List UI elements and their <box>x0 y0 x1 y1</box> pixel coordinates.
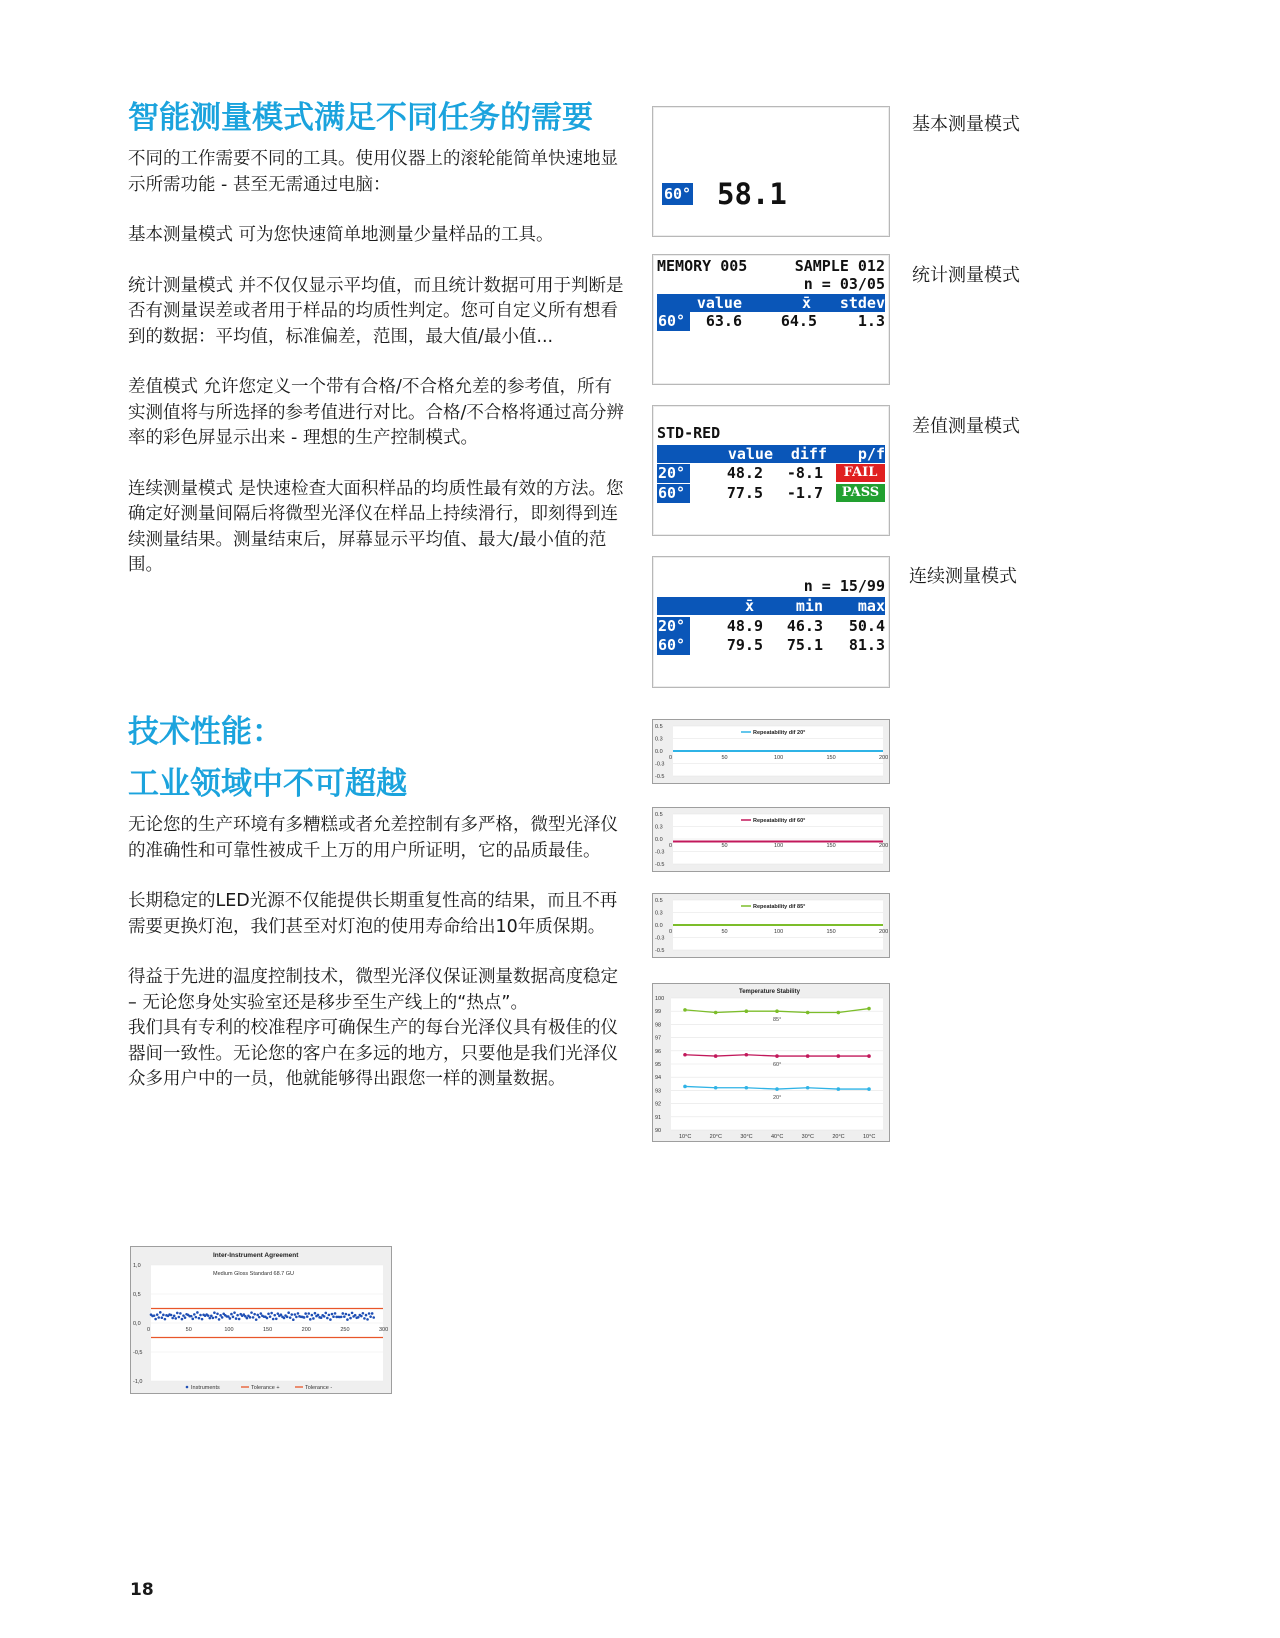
instrument-point <box>341 1312 344 1315</box>
instrument-point <box>354 1314 357 1317</box>
header-diff: diff <box>790 445 827 463</box>
cell-stdev: 1.3 <box>857 312 885 330</box>
legend-marker <box>186 1386 189 1389</box>
instrument-point <box>258 1316 261 1319</box>
y-tick-label: -1,0 <box>133 1379 143 1385</box>
instrument-point <box>366 1318 369 1321</box>
angle-label: 20° <box>657 617 690 636</box>
x-tick-label: 150 <box>826 929 836 935</box>
y-tick-label: 90 <box>655 1128 662 1134</box>
y-tick-label: 0,0 <box>133 1321 141 1327</box>
y-tick-label: 97 <box>655 1035 662 1042</box>
data-point <box>837 1054 841 1058</box>
led-paragraph: 长期稳定的LED光源不仅能提供长期重复性高的结果，而且不再需要更换灯泡，我们甚至对灯泡的使用寿命给出10年质保期。 <box>128 891 618 937</box>
instrument-point <box>196 1311 199 1314</box>
instrument-point <box>360 1315 363 1318</box>
instrument-point <box>207 1314 210 1317</box>
angle-label: 60° <box>657 312 690 331</box>
x-tick-label: 50 <box>185 1327 192 1333</box>
difference-mode-paragraph: 差值模式 允许您定义一个带有合格/不合格允差的参考值，所有实测值将与所选择的参考值进行对比。合格/不合格将通过高分辨率的彩色屏显示出来 - 理想的生产控制模式。 <box>128 377 624 448</box>
instrument-point <box>156 1313 159 1316</box>
angle-label: 60° <box>657 636 690 655</box>
chart-title: Repeatability dif 20° <box>753 730 806 736</box>
instrument-point <box>260 1312 263 1315</box>
cell-min: 46.3 <box>786 617 823 635</box>
cell-value: 63.6 <box>705 312 742 330</box>
y-tick-label: 99 <box>655 1009 662 1016</box>
y-tick-label: -0.3 <box>655 849 665 856</box>
instrument-point <box>368 1312 371 1315</box>
instrument-point <box>334 1312 337 1315</box>
instrument-point <box>218 1318 221 1321</box>
instrument-point <box>270 1312 273 1315</box>
continuous-header-row <box>657 597 885 615</box>
basic-angle-badge: 60° <box>663 185 692 203</box>
x-tick-label: 20°C <box>832 1134 845 1140</box>
y-tick-label: 1,0 <box>133 1263 141 1269</box>
instrument-point <box>171 1317 174 1320</box>
instrument-point <box>229 1317 232 1320</box>
data-point <box>745 1086 749 1090</box>
cell-value: 48.2 <box>726 464 763 482</box>
y-tick-label: 96 <box>655 1048 662 1055</box>
instrument-point <box>255 1318 258 1321</box>
series-label: 20° <box>773 1095 782 1102</box>
instrument-point <box>266 1317 269 1320</box>
x-tick-label: 150 <box>826 755 836 761</box>
x-tick-label: 0 <box>147 1327 151 1333</box>
instrument-point <box>273 1314 276 1317</box>
instrument-point <box>216 1312 219 1315</box>
modes-description <box>128 147 628 579</box>
data-point <box>775 1054 779 1058</box>
instrument-point <box>267 1312 270 1315</box>
y-tick-label: 95 <box>655 1062 662 1068</box>
data-point <box>806 1011 810 1015</box>
x-tick-label: 100 <box>774 755 784 761</box>
temperature-stability-plot <box>653 984 889 1141</box>
instrument-point <box>199 1314 202 1317</box>
instrument-point <box>184 1316 187 1319</box>
instrument-point <box>173 1315 176 1318</box>
instrument-point <box>164 1318 167 1321</box>
header-max: max <box>857 597 885 615</box>
instrument-point <box>326 1317 329 1320</box>
instrument-point <box>269 1315 272 1318</box>
x-tick-label: 100 <box>224 1327 234 1333</box>
basic-value: 58.1 <box>717 177 787 211</box>
instrument-point <box>323 1315 326 1318</box>
instrument-point <box>235 1317 238 1320</box>
x-tick-label: 40°C <box>771 1134 784 1140</box>
data-point <box>683 1053 687 1057</box>
instrument-point <box>287 1311 290 1314</box>
instrument-point <box>303 1316 306 1319</box>
x-tick-label: 30°C <box>740 1134 753 1140</box>
instrument-point <box>314 1312 317 1315</box>
instrument-point <box>191 1318 194 1321</box>
cell-mean: 79.5 <box>726 636 763 654</box>
repeatability-60-plot <box>653 808 889 871</box>
x-tick-label: 150 <box>263 1327 273 1333</box>
y-tick-label: 0.0 <box>655 749 663 755</box>
cell-mean: 64.5 <box>780 312 817 330</box>
header-value: value <box>727 445 773 463</box>
instrument-point <box>286 1316 289 1319</box>
instrument-point <box>295 1316 298 1319</box>
instrument-point <box>246 1317 249 1320</box>
cell-mean: 48.9 <box>726 617 763 635</box>
instrument-point <box>320 1316 323 1319</box>
x-tick-label: 50 <box>721 929 728 935</box>
instrument-point <box>153 1314 156 1317</box>
data-point <box>867 1054 871 1058</box>
reliability-paragraph: 无论您的生产环境有多糟糕或者允差控制有多严格，微型光泽仪的准确性和可靠性被成千上万的用户所证明，它的品质最佳。 <box>128 815 618 861</box>
instrument-point <box>363 1317 366 1320</box>
angle-label: 60° <box>657 484 690 503</box>
x-tick-label: 0 <box>669 929 673 935</box>
difference-header-row <box>657 445 885 463</box>
performance-description <box>128 813 628 1093</box>
sample-label: SAMPLE 012 <box>794 257 885 275</box>
data-point <box>806 1054 810 1058</box>
instrument-point <box>221 1316 224 1319</box>
instrument-point <box>304 1312 307 1315</box>
instrument-point <box>290 1313 293 1316</box>
header-min: min <box>795 597 823 615</box>
header-stdev: stdev <box>839 294 885 312</box>
section-heading-performance: 技术性能： <box>128 714 283 750</box>
y-tick-label: 0.5 <box>655 812 663 818</box>
instrument-point <box>272 1318 275 1321</box>
chart-title: Repeatability dif 60° <box>753 818 806 824</box>
instrument-point <box>331 1313 334 1316</box>
y-tick-label: 0.5 <box>655 724 663 730</box>
section-heading-modes: 智能测量模式满足不同任务的需要 <box>128 100 593 136</box>
data-point <box>714 1054 718 1058</box>
x-tick-label: 20°C <box>709 1134 722 1140</box>
instrument-point <box>317 1314 320 1317</box>
page-number: 18 <box>130 1580 154 1600</box>
x-tick-label: 250 <box>340 1327 350 1333</box>
instrument-point <box>179 1312 182 1315</box>
y-tick-label: 0.0 <box>655 923 663 929</box>
y-tick-label: 100 <box>655 996 665 1002</box>
instrument-point <box>181 1318 184 1321</box>
y-tick-label: 92 <box>655 1101 662 1108</box>
continuous-row <box>657 636 885 654</box>
instrument-point <box>182 1314 185 1317</box>
data-point <box>806 1086 810 1090</box>
instrument-point <box>357 1316 360 1319</box>
instrument-point <box>190 1315 193 1318</box>
statistics-mode-paragraph: 统计测量模式 并不仅仅显示平均值，而且统计数据可用于判断是否有测量误差或者用于样品的均质性判定。您可自定义所有想看到的数据：平均值，标准偏差，范围，最大值/最小值... <box>128 275 624 347</box>
measurement-count: n = 15/99 <box>803 577 885 595</box>
instrument-point <box>275 1317 278 1320</box>
instrument-point <box>176 1312 179 1315</box>
instrument-point <box>365 1314 368 1317</box>
header-pass-fail: p/f <box>857 445 885 463</box>
chart-title: Inter-Instrument Agreement <box>213 1252 299 1259</box>
instrument-point <box>213 1311 216 1314</box>
inter-instrument-plot <box>131 1247 391 1393</box>
instrument-point <box>294 1313 297 1316</box>
header-value: value <box>696 294 742 312</box>
data-point <box>867 1087 871 1091</box>
difference-mode-label: 差值测量模式 <box>912 416 1020 437</box>
temperature-stability-chart <box>652 983 890 1142</box>
instrument-point <box>161 1316 164 1319</box>
instrument-point <box>201 1318 204 1321</box>
instrument-point <box>324 1312 327 1315</box>
instrument-point <box>297 1312 300 1315</box>
instrument-point <box>170 1314 173 1317</box>
x-tick-label: 10°C <box>679 1134 692 1140</box>
x-tick-label: 0 <box>669 755 673 761</box>
y-tick-label: 0,5 <box>133 1292 141 1298</box>
repeatability-85-chart <box>652 893 890 958</box>
data-point <box>837 1087 841 1091</box>
intro-paragraph: 不同的工作需要不同的工具。使用仪器上的滚轮能简单快速地显示所需功能 - 甚至无需通过电脑： <box>128 149 618 195</box>
y-tick-label: -0.5 <box>655 862 665 868</box>
repeatability-20-plot <box>653 720 889 783</box>
instrument-point <box>215 1316 218 1319</box>
x-tick-label: 150 <box>826 843 836 849</box>
x-tick-label: 50 <box>721 755 728 761</box>
repeatability-60-chart <box>652 807 890 872</box>
instrument-point <box>328 1314 331 1317</box>
instrument-point <box>256 1314 259 1317</box>
continuous-mode-paragraph: 连续测量模式 是快速检查大面积样品的均质性最有效的方法。您确定好测量间隔后将微型光泽仪在样品上持续滑行，即刻得到连续测量结果。测量结束后，屏幕显示平均值、最大/最小值的范围。 <box>128 478 624 575</box>
standard-name: STD-RED <box>657 424 721 442</box>
continuous-row <box>657 617 885 635</box>
instrument-point <box>340 1316 343 1319</box>
legend-label: Tolerance + <box>251 1385 280 1391</box>
chart-title: Repeatability dif 85° <box>753 904 806 910</box>
y-tick-label: 0.3 <box>655 736 663 743</box>
y-tick-label: 91 <box>655 1114 662 1121</box>
data-point <box>745 1009 749 1013</box>
y-tick-label: -0.5 <box>655 948 665 954</box>
instrument-point <box>329 1318 332 1321</box>
y-tick-label: 0.0 <box>655 837 663 843</box>
data-point <box>714 1086 718 1090</box>
cell-value: 77.5 <box>726 484 763 502</box>
instrument-point <box>253 1313 256 1316</box>
basic-mode-paragraph: 基本测量模式 可为您快速简单地测量少量样品的工具。 <box>128 225 554 245</box>
instrument-point <box>346 1318 349 1321</box>
data-point <box>867 1007 871 1011</box>
instrument-point <box>311 1314 314 1317</box>
cell-max: 50.4 <box>848 617 885 635</box>
x-tick-label: 200 <box>879 755 889 761</box>
y-tick-label: 0.3 <box>655 910 663 917</box>
x-tick-label: 0 <box>669 843 673 849</box>
instrument-point <box>351 1312 354 1315</box>
instrument-point <box>362 1312 365 1315</box>
instrument-point <box>230 1313 233 1316</box>
data-point <box>714 1011 718 1015</box>
statistics-mode-label: 统计测量模式 <box>912 265 1020 286</box>
statistics-row <box>657 312 885 330</box>
difference-row <box>657 484 885 502</box>
data-point <box>683 1008 687 1012</box>
continuous-mode-label: 连续测量模式 <box>909 566 1017 587</box>
y-tick-label: 0.3 <box>655 824 663 831</box>
instrument-point <box>280 1313 283 1316</box>
instrument-point <box>349 1317 352 1320</box>
statistics-mode-display <box>652 254 890 385</box>
y-tick-label: -0.3 <box>655 935 665 942</box>
series-label: 85° <box>773 1017 782 1024</box>
basic-mode-label: 基本测量模式 <box>912 114 1020 135</box>
y-tick-label: 94 <box>655 1075 662 1082</box>
instrument-point <box>371 1312 374 1315</box>
y-tick-label: -0,5 <box>133 1350 143 1356</box>
x-tick-label: 10°C <box>863 1134 876 1140</box>
legend-label: Instruments <box>191 1385 220 1391</box>
statistics-header-row <box>657 294 885 312</box>
x-tick-label: 200 <box>301 1327 311 1333</box>
continuous-mode-display <box>652 556 890 688</box>
sample-count: n = 03/05 <box>803 275 885 293</box>
y-tick-label: 93 <box>655 1088 662 1095</box>
y-tick-label: -0.5 <box>655 774 665 780</box>
instrument-point <box>277 1312 280 1315</box>
cell-diff: -8.1 <box>786 464 823 482</box>
chart-title: Temperature Stability <box>739 989 800 995</box>
instrument-point <box>238 1318 241 1321</box>
repeatability-85-plot <box>653 894 889 957</box>
instrument-point <box>307 1312 310 1315</box>
difference-row <box>657 464 885 482</box>
pass-badge: PASS <box>836 484 885 502</box>
x-tick-label: 100 <box>774 843 784 849</box>
cell-min: 75.1 <box>786 636 823 654</box>
y-tick-label: 98 <box>655 1022 662 1029</box>
data-point <box>745 1053 749 1057</box>
data-point <box>775 1087 779 1091</box>
instrument-point <box>212 1317 215 1320</box>
y-tick-label: -0.3 <box>655 761 665 768</box>
instrument-point <box>193 1313 196 1316</box>
x-tick-label: 300 <box>379 1327 389 1333</box>
cell-diff: -1.7 <box>786 484 823 502</box>
instrument-point <box>174 1317 177 1320</box>
series-label: 60° <box>773 1062 782 1069</box>
instrument-point <box>369 1315 372 1318</box>
instrument-point <box>289 1316 292 1319</box>
angle-label: 20° <box>657 464 690 483</box>
instrument-point <box>162 1314 165 1317</box>
instrument-point <box>292 1318 295 1321</box>
instrument-point <box>343 1315 346 1318</box>
memory-label: MEMORY 005 <box>657 257 748 275</box>
instrument-point <box>154 1318 157 1321</box>
inter-instrument-chart <box>130 1246 392 1394</box>
section-heading-performance-sub: 工业领域中不可超越 <box>128 766 407 802</box>
instrument-point <box>252 1316 255 1319</box>
data-point <box>837 1011 841 1015</box>
header-mean: x̄ <box>801 294 811 312</box>
repeatability-20-chart <box>652 719 890 784</box>
instrument-point <box>372 1316 375 1319</box>
instrument-point <box>348 1314 351 1317</box>
instrument-point <box>198 1317 201 1320</box>
instrument-point <box>309 1318 312 1321</box>
instrument-point <box>208 1317 211 1320</box>
instrument-point <box>283 1317 286 1320</box>
instrument-point <box>178 1316 181 1319</box>
header-mean: x̄ <box>744 597 754 615</box>
data-point <box>775 1009 779 1013</box>
instrument-point <box>236 1314 239 1317</box>
instrument-point <box>195 1316 198 1319</box>
instrument-point <box>250 1311 253 1314</box>
instrument-point <box>233 1311 236 1314</box>
cell-max: 81.3 <box>848 636 885 654</box>
instrument-point <box>312 1317 315 1320</box>
instrument-point <box>306 1315 309 1318</box>
temperature-paragraph: 得益于先进的温度控制技术，微型光泽仪保证测量数据高度稳定 – 无论您身处实验室还是移步至生产线上的“热点”。 我们具有专利的校准程序可确保生产的每台光泽仪具有极佳的仪器间一致性。无论您的客户在多远的地方，只要他是我们光泽仪众多用户中的一员，他就能够得出跟您一样的测量数据。 <box>128 967 618 1089</box>
x-tick-label: 200 <box>879 929 889 935</box>
instrument-point <box>159 1311 162 1314</box>
x-tick-label: 30°C <box>801 1134 814 1140</box>
instrument-point <box>332 1315 335 1318</box>
legend-label: Tolerance - <box>305 1385 333 1391</box>
y-tick-label: 0.5 <box>655 898 663 904</box>
instrument-point <box>157 1316 160 1319</box>
basic-mode-display <box>652 106 890 237</box>
fail-badge: FAIL <box>836 464 885 482</box>
instrument-point <box>232 1316 235 1319</box>
difference-mode-display <box>652 405 890 536</box>
data-point <box>683 1085 687 1089</box>
chart-subtitle: Medium Gloss Standard 68.7 GU <box>213 1271 295 1277</box>
x-tick-label: 50 <box>721 843 728 849</box>
x-tick-label: 200 <box>879 843 889 849</box>
instrument-point <box>249 1316 252 1319</box>
x-tick-label: 100 <box>774 929 784 935</box>
instrument-point <box>345 1313 348 1316</box>
instrument-point <box>219 1314 222 1317</box>
